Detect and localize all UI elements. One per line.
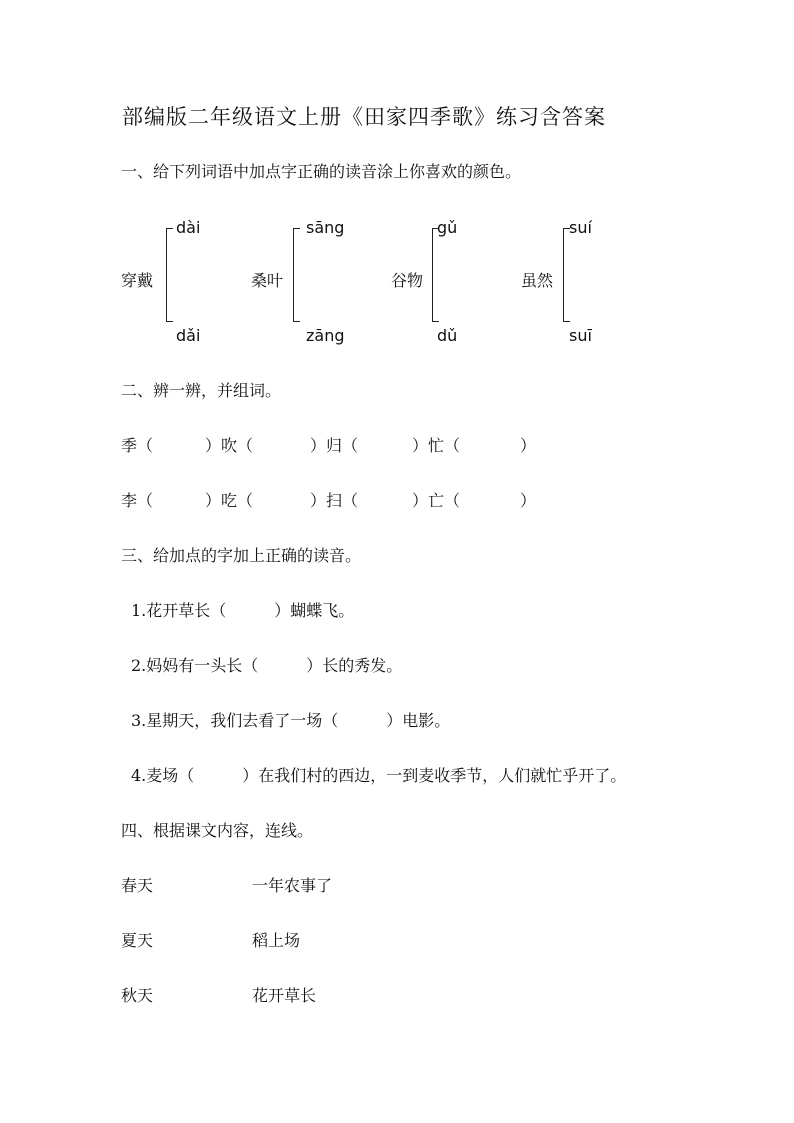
word-blank-row2-2[interactable]: ）吃（ — [205, 491, 254, 510]
phrase-label[interactable]: 一年农事了 — [252, 876, 333, 895]
word-guwu: 谷物 — [391, 271, 424, 290]
word-blank-row2-4[interactable]: ）亡（ — [412, 491, 461, 510]
pinyin-option-top[interactable]: suí — [569, 218, 592, 237]
choice-bracket — [432, 228, 439, 322]
section3-heading: 三、给加点的字加上正确的读音。 — [121, 546, 362, 565]
pinyin-option-top[interactable]: gǔ — [437, 218, 458, 237]
word-blank-row2-end: ） — [520, 491, 537, 510]
season-label[interactable]: 夏天 — [121, 931, 154, 950]
question-item[interactable]: 4.麦场（ ）在我们村的西边，一到麦收季节，人们就忙乎开了。 — [131, 766, 627, 785]
pinyin-option-bottom[interactable]: zāng — [306, 326, 345, 345]
choice-bracket — [166, 228, 173, 322]
pinyin-option-top[interactable]: sāng — [306, 218, 345, 237]
season-label[interactable]: 春天 — [121, 876, 154, 895]
section1-heading: 一、给下列词语中加点字正确的读音涂上你喜欢的颜色。 — [121, 162, 522, 181]
phrase-label[interactable]: 花开草长 — [252, 986, 317, 1005]
phrase-label[interactable]: 稻上场 — [252, 931, 301, 950]
pinyin-option-top[interactable]: dài — [176, 218, 201, 237]
word-chuandai: 穿戴 — [121, 271, 154, 290]
word-blank-row2-3[interactable]: ）扫（ — [310, 491, 359, 510]
section2-heading: 二、辨一辨，并组词。 — [121, 381, 282, 400]
word-blank-row1-4[interactable]: ）忙（ — [412, 436, 461, 455]
word-blank-row1-end: ） — [520, 436, 537, 455]
pinyin-option-bottom[interactable]: dǔ — [437, 326, 458, 345]
word-blank-row2-1[interactable]: 李（ — [121, 491, 154, 510]
question-item[interactable]: 3.星期天，我们去看了一场（ ）电影。 — [131, 711, 451, 730]
word-blank-row1-1[interactable]: 季（ — [121, 436, 154, 455]
choice-bracket — [293, 228, 300, 322]
section4-heading: 四、根据课文内容，连线。 — [121, 821, 314, 840]
season-label[interactable]: 秋天 — [121, 986, 154, 1005]
page-title: 部编版二年级语文上册《田家四季歌》练习含答案 — [122, 105, 606, 129]
question-item[interactable]: 2.妈妈有一头长（ ）长的秀发。 — [131, 656, 403, 675]
word-blank-row1-2[interactable]: ）吹（ — [205, 436, 254, 455]
question-item[interactable]: 1.花开草长（ ）蝴蝶飞。 — [131, 601, 355, 620]
pinyin-option-bottom[interactable]: dǎi — [176, 326, 201, 345]
word-suiran: 虽然 — [521, 271, 554, 290]
word-sangye: 桑叶 — [251, 271, 284, 290]
choice-bracket — [563, 228, 570, 322]
pinyin-option-bottom[interactable]: suī — [569, 326, 592, 345]
word-blank-row1-3[interactable]: ）归（ — [310, 436, 359, 455]
